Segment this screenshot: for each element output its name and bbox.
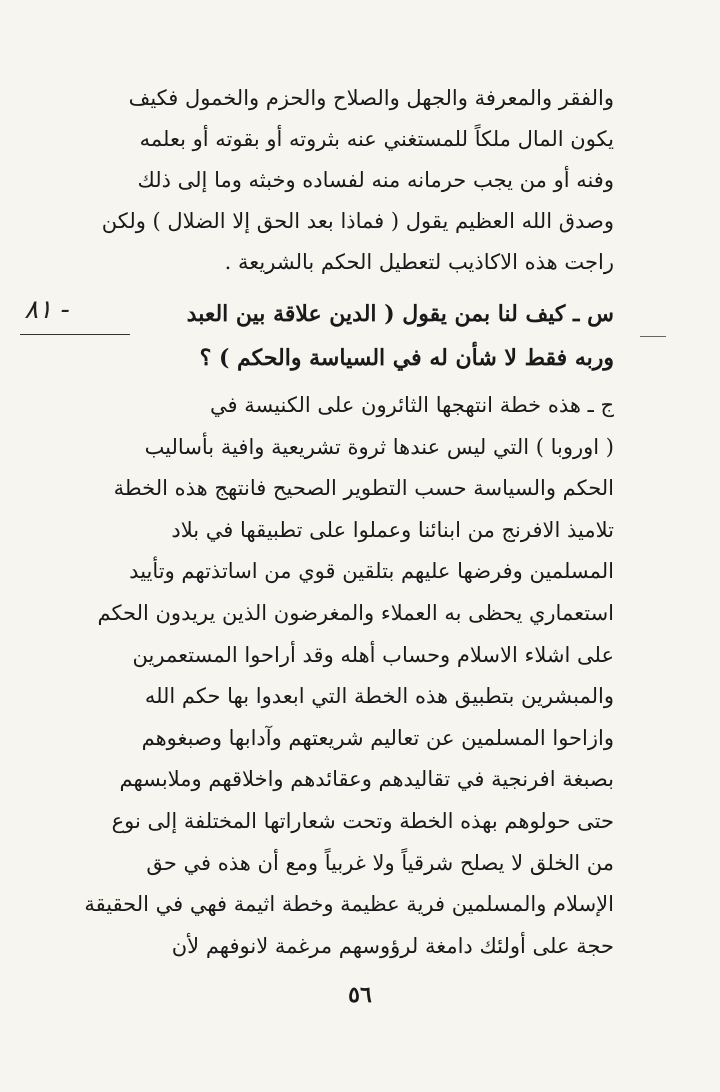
text-line: راجت هذه الاكاذيب لتعطيل الحكم بالشريعة . xyxy=(224,250,614,274)
text-line: وصدق الله العظيم يقول ( فماذا بعد الحق إلا الضلال ) ولكن xyxy=(101,209,614,233)
text-line: الإسلام والمسلمين فرية عظيمة وخطة اثيمة فهي في الحقيقة xyxy=(84,892,614,917)
text-line: الحكم والسياسة حسب التطوير الصحيح فانتهج هذه الخطة xyxy=(113,476,614,501)
text-line: ( اوروبا ) التي ليس عندها ثروة تشريعية وافية بأساليب xyxy=(144,434,614,459)
text-line: وازاحوا المسلمين عن تعاليم شريعتهم وآدابها وصبغوهم xyxy=(141,725,614,750)
text-line: وفنه أو من يجب حرمانه منه لفساده وخبثه وما إلى ذلك xyxy=(137,168,614,192)
text-line: على اشلاء الاسلام وحساب أهله وقد أراحوا المستعمرين xyxy=(132,642,614,667)
answer-paragraph xyxy=(78,385,614,967)
text-line: من الخلق لا يصلح شرقياً ولا غربياً ومع أن هذه في حق xyxy=(146,850,614,875)
text-line: تلاميذ الافرنج من ابنائنا وعملوا على تطبيقها في بلاد xyxy=(171,517,614,542)
question-line: س ـ كيف لنا بمن يقول ( الدين علاقة بين العبد xyxy=(186,301,614,327)
text-line: حجة على أولئك دامغة لرؤوسهم مرغمة لانوفهم لأن xyxy=(171,933,614,958)
question-line: وربه فقط لا شأن له في السياسة والحكم ) ؟ xyxy=(199,345,614,371)
text-line: ج ـ هذه خطة انتهجها الثائرون على الكنيسة في xyxy=(210,393,614,417)
text-line: يكون المال ملكاً للمستغني عنه بثروته أو بقوته أو بعلمه xyxy=(139,127,614,151)
text-line: والمبشرين بتطبيق هذه الخطة التي ابعدوا بها حكم الله xyxy=(144,684,614,709)
text-line: بصبغة افرنجية في تقاليدهم وعقائدهم واخلاقهم وملابسهم xyxy=(119,767,614,792)
handwritten-margin-number: ٨١ - xyxy=(24,295,70,325)
intro-paragraph xyxy=(78,78,614,283)
text-line: المسلمين وفرضها عليهم بتلقين قوي من اساتذتهم وتأييد xyxy=(129,559,614,584)
handwritten-underline-tail xyxy=(640,336,666,337)
text-line: والفقر والمعرفة والجهل والصلاح والحزم والخمول فكيف xyxy=(128,86,614,110)
text-line: استعماري يحظى به العملاء والمغرضون الذين يريدون الحكم xyxy=(97,600,614,625)
question-heading xyxy=(78,292,614,380)
text-line: حتى حولوهم بهذه الخطة وتحت شعاراتها المختلفة إلى نوع xyxy=(111,808,614,833)
page-number: ٥٦ xyxy=(348,982,372,1008)
